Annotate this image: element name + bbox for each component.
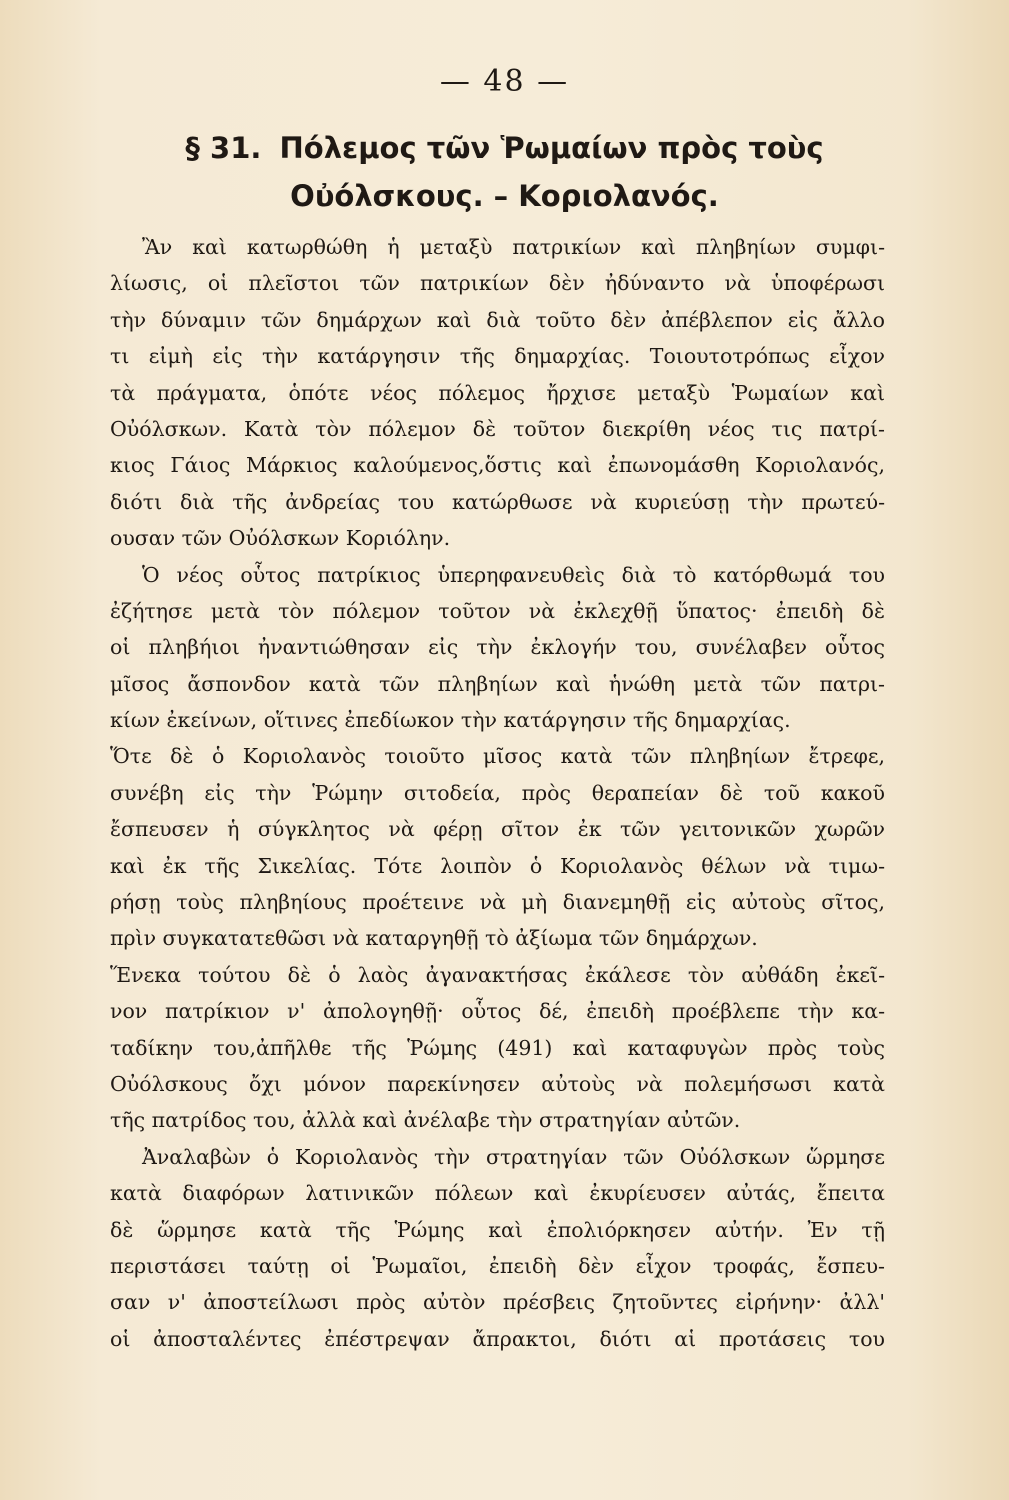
text-line: τὴν δύναμιν τῶν δημάρχων καὶ διὰ τοῦτο δὲν ἀπέβλεπον εἰς ἄλλο — [110, 307, 885, 332]
section-heading — [0, 128, 1009, 168]
text-line: οἱ ἀποσταλέντες ἐπέστρεψαν ἄπρακτοι, διότι αἱ προτάσεις του — [110, 1326, 885, 1351]
section-title-line-1: Πόλεμος τῶν Ῥωμαίων πρὸς τοὺς — [279, 131, 824, 165]
text-line: ουσαν τῶν Οὐόλσκων Κοριόλην. — [110, 526, 451, 551]
text-line: Οὐόλσκους ὄχι μόνον παρεκίνησεν αὐτοὺς νὰ πολεμήσωσι κατὰ — [110, 1071, 885, 1096]
text-line: κιος Γάιος Μάρκιος καλούμενος,ὅστις καὶ ἐπωνομάσθη Κοριολανός, — [110, 453, 885, 478]
text-line: λίωσις, οἱ πλεῖστοι τῶν πατρικίων δὲν ἠδύναντο νὰ ὑποφέρωσι — [110, 271, 885, 296]
body-text — [110, 229, 885, 1357]
text-line: περιστάσει ταύτῃ οἱ Ῥωμαῖοι, ἐπειδὴ δὲν εἶχον τροφάς, ἔσπευ- — [110, 1253, 885, 1278]
text-line: καὶ ἐκ τῆς Σικελίας. Τότε λοιπὸν ὁ Κοριολανὸς θέλων νὰ τιμω- — [110, 853, 885, 878]
text-line: τῆς πατρίδος του, ἀλλὰ καὶ ἀνέλαβε τὴν στρατηγίαν αὐτῶν. — [110, 1108, 741, 1133]
text-line: διότι διὰ τῆς ἀνδρείας του κατώρθωσε νὰ κυριεύσῃ τὴν πρωτεύ- — [110, 489, 885, 514]
text-line: ἐζήτησε μετὰ τὸν πόλεμον τοῦτον νὰ ἐκλεχθῇ ὕπατος· ἐπειδὴ δὲ — [110, 598, 885, 623]
page-number: — 48 — — [439, 64, 570, 99]
text-line: Ὁ νέος οὗτος πατρίκιος ὑπερηφανευθεὶς διὰ τὸ κατόρθωμά του — [142, 562, 885, 587]
section-number: § 31. — [185, 131, 262, 165]
text-line: τι εἰμὴ εἰς τὴν κατάργησιν τῆς δημαρχίας. Τοιουτοτρόπως εἶχον — [110, 344, 885, 369]
text-line: σαν ν' ἀποστείλωσι πρὸς αὐτὸν πρέσβεις ζητοῦντες εἰρήνην· ἀλλ' — [110, 1290, 885, 1315]
text-line: Οὐόλσκων. Κατὰ τὸν πόλεμον δὲ τοῦτον διεκρίθη νέος τις πατρί- — [110, 416, 885, 441]
text-line: Ἂν καὶ κατωρθώθη ἡ μεταξὺ πατρικίων καὶ πληβηίων συμφι- — [142, 235, 885, 259]
section-heading-continued — [0, 176, 1009, 216]
text-line: πρὶν συγκατατεθῶσι νὰ καταργηθῇ τὸ ἀξίωμα τῶν δημάρχων. — [110, 926, 758, 951]
text-line: ταδίκην του,ἀπῆλθε τῆς Ῥώμης (491) καὶ καταφυγὼν πρὸς τοὺς — [110, 1035, 885, 1060]
text-line: δὲ ὥρμησε κατὰ τῆς Ῥώμης καὶ ἐπολιόρκησεν αὐτήν. Ἐν τῇ — [110, 1217, 885, 1242]
text-line: Ἕνεκα τούτου δὲ ὁ λαὸς ἀγανακτήσας ἐκάλεσε τὸν αὐθάδη ἐκεῖ- — [110, 962, 885, 987]
text-line: κίων ἐκείνων, οἵτινες ἐπεδίωκον τὴν κατάργησιν τῆς δημαρχίας. — [110, 708, 791, 733]
section-title-line-2: Οὐόλσκους. – Κοριολανός. — [290, 179, 719, 213]
text-line: ἔσπευσεν ἡ σύγκλητος νὰ φέρῃ σῖτον ἐκ τῶν γειτονικῶν χωρῶν — [110, 817, 885, 842]
text-line: μῖσος ἄσπονδον κατὰ τῶν πληβηίων καὶ ἡνώθη μετὰ τῶν πατρι- — [110, 671, 885, 696]
text-line: ρήσῃ τοὺς πληβηίους προέτεινε νὰ μὴ διανεμηθῇ εἰς αὐτοὺς σῖτος, — [110, 890, 885, 915]
text-line: συνέβη εἰς τὴν Ῥώμην σιτοδεία, πρὸς θεραπείαν δὲ τοῦ κακοῦ — [110, 780, 885, 805]
text-line: κατὰ διαφόρων λατινικῶν πόλεων καὶ ἐκυρίευσεν αὐτάς, ἔπειτα — [110, 1181, 885, 1206]
text-line: τὰ πράγματα, ὁπότε νέος πόλεμος ἤρχισε μεταξὺ Ῥωμαίων καὶ — [110, 380, 885, 405]
text-line: νον πατρίκιον ν' ἀπολογηθῇ· οὗτος δέ, ἐπειδὴ προέβλεπε τὴν κα- — [110, 999, 885, 1024]
text-line: Ἀναλαβὼν ὁ Κοριολανὸς τὴν στρατηγίαν τῶν Οὐόλσκων ὥρμησε — [142, 1144, 885, 1169]
text-line: Ὅτε δὲ ὁ Κοριολανὸς τοιοῦτο μῖσος κατὰ τῶν πληβηίων ἔτρεφε, — [110, 744, 885, 769]
text-line: οἱ πληβήιοι ἠναντιώθησαν εἰς τὴν ἐκλογήν του, συνέλαβεν οὗτος — [110, 635, 885, 660]
